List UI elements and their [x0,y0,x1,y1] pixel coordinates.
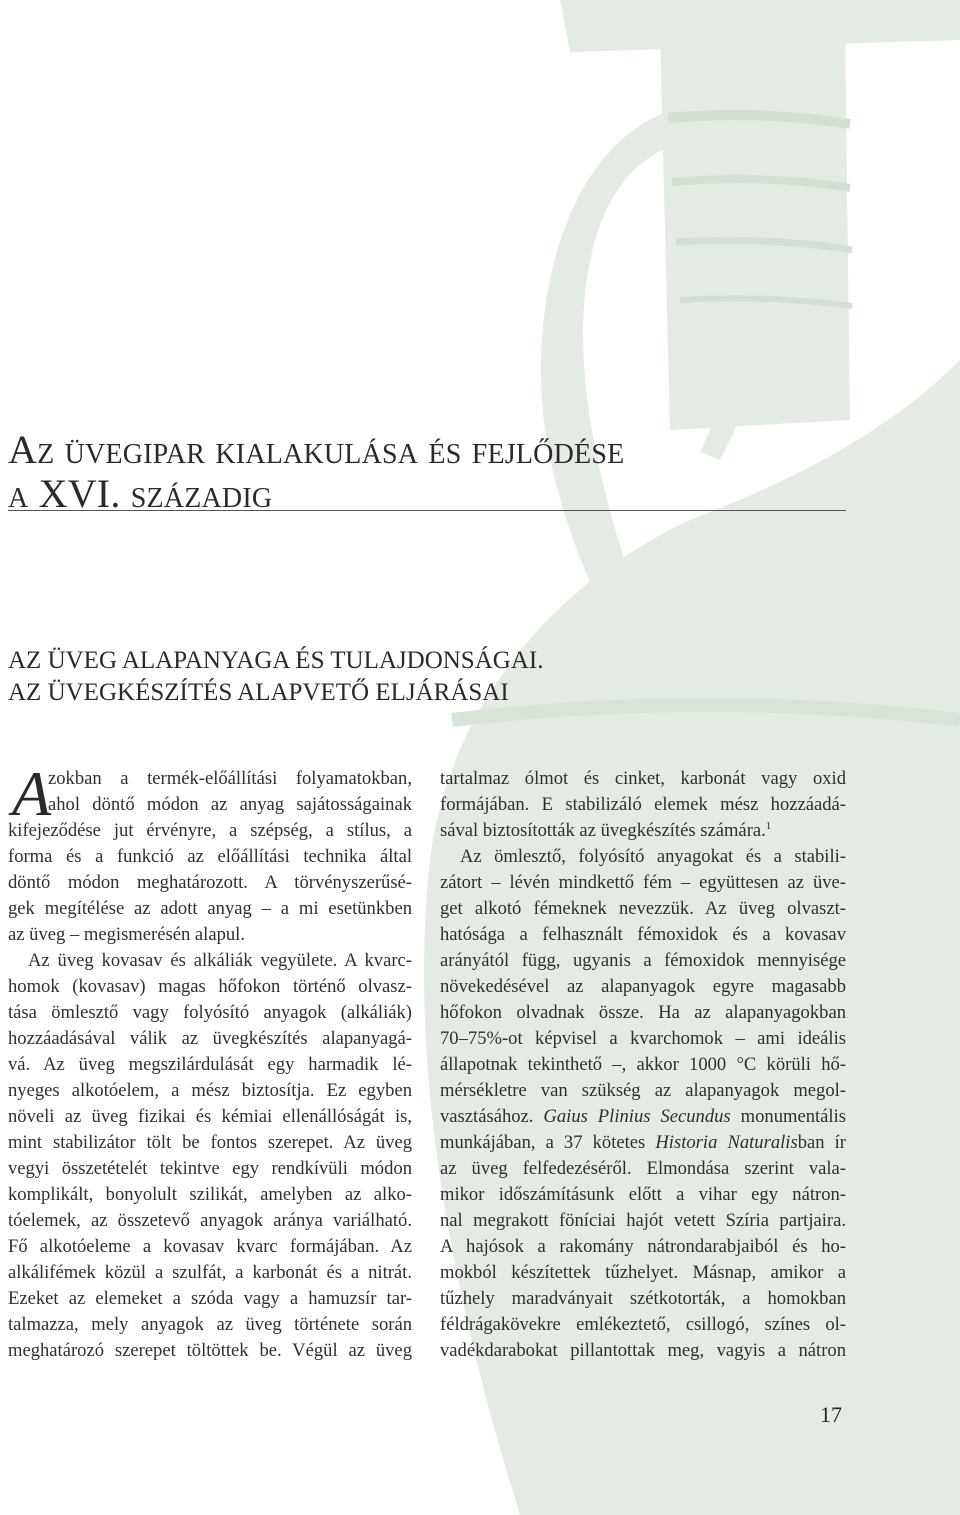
text-line: homok (kovasav) magas hőfokon történő olvasz- [8,976,412,997]
text-line: kifejeződése jut érvényre, a szépség, a stílus, a [8,820,412,841]
right-text-column [440,766,846,1364]
text-line: arányától függ, ugyanis a fémoxidok mennyisége [440,950,846,971]
text-line: mint stabilizátor tölt be fontos szerepet. Az üveg [8,1132,412,1153]
text-line-pliny [440,1104,846,1130]
text-line: Fő alkotóeleme a kovasav kvarc formájában. Az [8,1236,412,1257]
historia-pre: munkájában, a 37 kötetes [440,1132,646,1153]
text-line: hatósága a felhasznált fémoxidok és a kovasav [440,924,846,945]
text-line: féldrágakövekre emlékeztető, csillogó, színes ol- [440,1314,846,1335]
text-line: tása ömlesztő vagy folyósító anyagok (alkáliák) [8,1002,412,1023]
text-line: zátort – lévén mindkettő fém – együttesen az üve- [440,872,846,893]
text-line: hőfokon olvadnak össze. Ha az alapanyagokban [440,1002,846,1023]
text-line: nyeges alkotóelem, a mész biztosítja. Ez egyben [8,1080,412,1101]
text-line: mokból készítettek tűzhelyet. Másnap, amikor a [440,1262,846,1283]
text-line: get alkotó fémeknek nevezzük. Az üveg olvaszt- [440,898,846,919]
text-line: alkálifémek közül a szulfát, a karbonát és a nitrát. [8,1262,412,1283]
text-line: vegyi összetételét tekintve egy rendkívüli módon [8,1158,412,1179]
chapter-title-line: a XVI. századig [8,471,273,516]
text-line: tartalmaz ólmot és cinket, karbonát vagy oxid [440,768,846,789]
text-line: mérsékletre van szükség az alapanyagok megol- [440,1080,846,1101]
text-line-historia [440,1130,846,1156]
text-line: tóelemek, az összetevő anyagok aránya variálható. [8,1210,412,1231]
text-line: Az üveg kovasav és alkáliák vegyülete. A kvarc- [28,950,412,971]
text-line: Az ömlesztő, folyósító anyagokat és a stabili- [460,846,846,867]
text-line: Ezeket az elemeket a szóda vagy a hamuzsír tar- [8,1288,412,1309]
pliny-post: monumentális [740,1106,846,1127]
pliny-pre: vasztásához. [440,1106,534,1127]
footnote-reference: 1 [765,819,772,832]
text-line: komplikált, bonyolult szilikát, amelyben az alko- [8,1184,412,1205]
text-line: A hajósok a rakomány nátrondarabjaiból és ho- [440,1236,846,1257]
text-line: növeli az üveg fizikai és kémiai ellenállóságát is, [8,1106,412,1127]
section-title-line: AZ ÜVEGKÉSZÍTÉS ALAPVETŐ ELJÁRÁSAI [8,679,509,706]
text-line: zokban a termék-előállítási folyamatokban, [48,768,412,789]
book-title: Historia Naturalis [655,1132,798,1153]
drop-cap: A [12,758,52,829]
text-line: mikor időszámításunk előtt a vihar egy nátron- [440,1184,846,1205]
text-line: hozzáadásával válik az üvegkészítés alapanyagá- [8,1028,412,1049]
page-number: 17 [820,1402,842,1427]
text-line: meghatározó szerepet töltöttek be. Végül az üveg [8,1340,412,1361]
chapter-title-line: Az üvegipar kialakulása és fejlődése [8,427,625,472]
chapter-divider [8,510,846,511]
text-line: növekedésével az alapanyagok egyre magasabb [440,976,846,997]
text-line: az üveg – megismerésén alapul. [8,924,245,945]
author-name: Gaius Plinius Secundus [543,1106,731,1127]
left-text-column [8,758,412,1364]
text-line: gek megítélése az adott anyag – a mi esetünkben [8,898,412,919]
text-line: 70–75%-ot képvisel a kvarchomok – ami ideális [440,1028,846,1049]
text-line: vadékdarabokat pillantottak meg, vagyis a nátron [440,1340,846,1361]
chapter-title [8,428,848,516]
text-line: forma és a funkció az előállítási technika által [8,846,412,867]
text-line-with-footnote [440,818,846,844]
historia-post: ban ír [797,1132,847,1153]
text-line: az üveg felfedezéséről. Elmondása szerint vala- [440,1158,846,1179]
text-line: ahol döntő módon az anyag sajátosságainak [48,794,412,815]
footnote-line-text: sával biztosították az üvegkészítés számára. [440,820,766,841]
text-line: döntő módon meghatározott. A törvényszerűsé- [8,872,412,893]
text-line: állapotnak tekinthető –, akkor 1000 °C körüli hő- [440,1054,846,1075]
section-title-line: AZ ÜVEG ALAPANYAGA ÉS TULAJDONSÁGAI. [8,647,544,674]
text-line: vá. Az üveg megszilárdulását egy harmadik lé- [8,1054,412,1075]
text-line: formájában. E stabilizáló elemek mész hozzáadá- [440,794,846,815]
text-line: nal megrakott föníciai hajót vetett Szíria partjaira. [440,1210,846,1231]
text-line: talmazza, mely anyagok az üveg története során [8,1314,412,1335]
section-title [8,645,848,709]
text-line: tűzhely maradványait szétkotorták, a homokban [440,1288,846,1309]
